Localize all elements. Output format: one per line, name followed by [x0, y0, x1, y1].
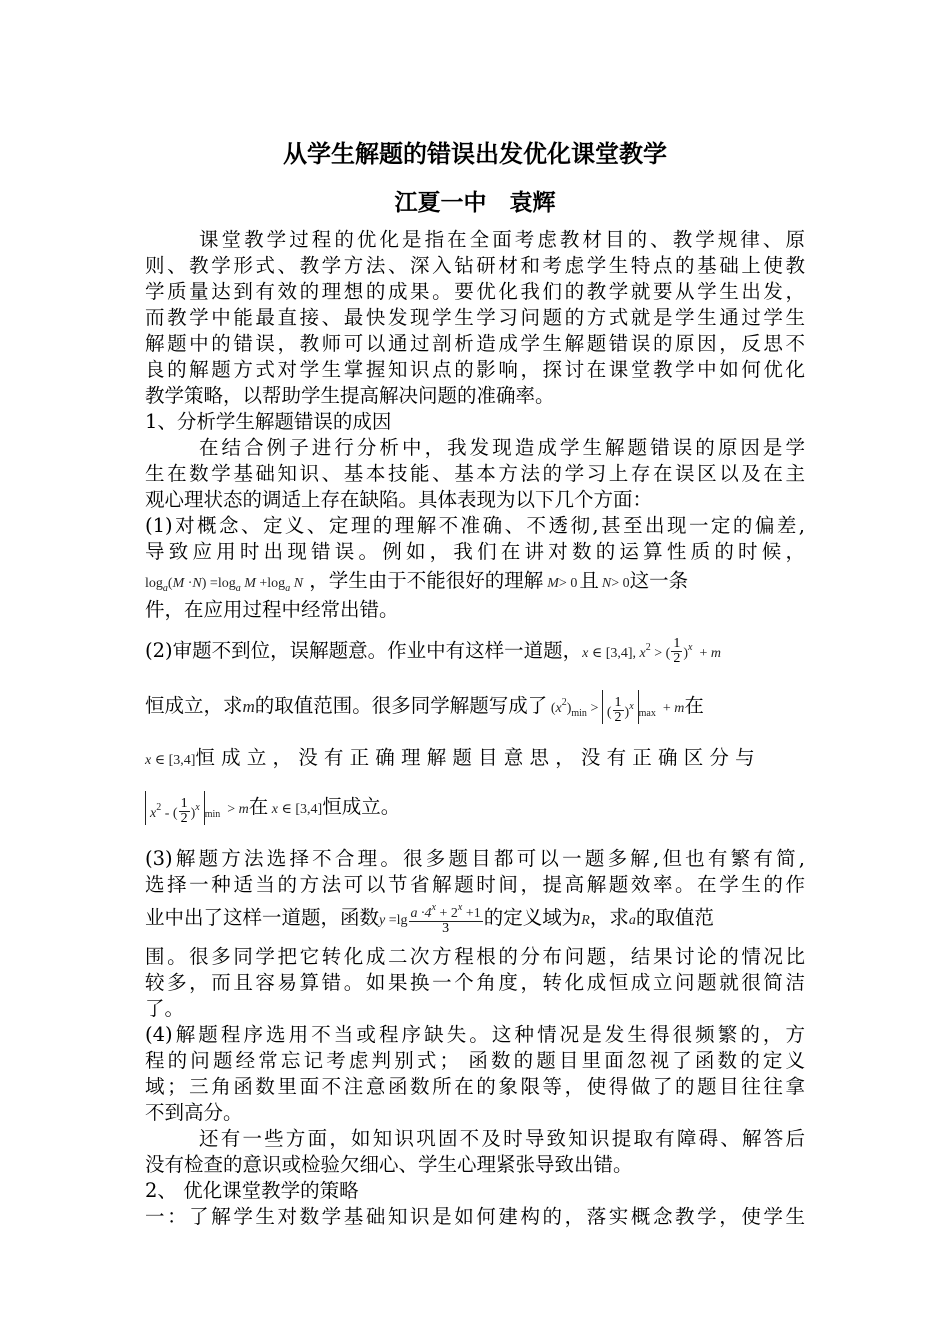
item2-line-4: $x^2$ - ( $\frac{1}{2}$ )$^x_{min}$ > m在 x ∈ [3,4]恒成立。 — [145, 784, 805, 830]
intro-line-3: 学质量达到有效的理想的成果。要优化我们的教学就要从学生出发， — [145, 280, 805, 303]
item4-line-4: 不到高分。 — [145, 1101, 243, 1124]
section2-line-1: 一：了解学生对数学基础知识是如何建构的，落实概念教学，使学生 — [145, 1205, 805, 1228]
author-line: 江夏一中 袁辉 — [394, 190, 556, 216]
section2-heading: 2、 优化课堂教学的策略 — [145, 1179, 359, 1202]
section1-line-3: 观心理状态的调适上存在缺陷。具体表现为以下几个方面： — [145, 488, 653, 511]
item3-line-6: 了。 — [145, 997, 185, 1020]
item1-formula-line: $\log_a(M \cdot N) =\log_a$ $M +\log_a$ N ，学生由于不能很好的理解 M> 0 且 N> 0这一条 — [145, 569, 689, 594]
section1-line-1: 在结合例子进行分析中，我发现造成学生解题错误的原因是学 — [199, 436, 805, 459]
section1-line-2: 生在数学基础知识、基本技能、基本方法的学习上存在误区以及在主 — [145, 462, 805, 485]
item4-line-1: (4)解题程序选用不当或程序缺失。这种情况是发生得很频繁的，方 — [145, 1023, 805, 1046]
item4-line-3: 域；三角函数里面不注意函数所在的象限等，使得做了的题目往往拿 — [145, 1075, 805, 1098]
intro-line-4: 而教学中能最直接、最快发现学生学习问题的方式就是学生通过学生 — [145, 306, 805, 329]
item1-line-4: 件，在应用过程中经常出错。 — [145, 598, 399, 621]
item3-line-2: 选择一种适当的方法可以节省解题时间，提高解题效率。在学生的作 — [145, 873, 805, 896]
item2-line-2: 恒成立，求m的取值范围。很多同学解题写成了 $(x^2)_{min}$ > ( $\frac{1}{2}$ )$^x_{max}$ + m在 — [145, 680, 805, 726]
item3-line-5: 较多，而且容易算错。如果换一个角度，转化成恒成立问题就很简洁 — [145, 971, 805, 994]
item4-line-2: 程的问题经常忘记考虑判别式； 函数的题目里面忽视了函数的定义 — [145, 1049, 805, 1072]
extra-line-2: 没有检查的意识或检验欠细心、学生心理紧张导致出错。 — [145, 1153, 633, 1176]
extra-line-1: 还有一些方面，如知识巩固不及时导致知识提取有障碍、解答后 — [199, 1127, 805, 1150]
item1-line-1: (1)对概念、定义、定理的理解不准确、不透彻,甚至出现一定的偏差, — [145, 514, 805, 537]
item3-line-3: 业中出了这样一道题，函数y =lg $\frac{a \cdot 4^x + 2^x +1}{3}$ 的定义域为R，求a的取值范 — [145, 902, 714, 936]
intro-line-7: 教学策略，以帮助学生提高解决问题的准确率。 — [145, 384, 555, 407]
intro-line-1: 课堂教学过程的优化是指在全面考虑教材目的、教学规律、原 — [199, 228, 805, 251]
item1-line-2: 导致应用时出现错误。例如，我们在讲对数的运算性质的时候， — [145, 540, 805, 563]
intro-line-2: 则、教学形式、教学方法、深入钻研材和考虑学生特点的基础上使教 — [145, 254, 805, 277]
section1-heading: 1、分析学生解题错误的成因 — [145, 410, 392, 433]
log-formula: $\log_a(M \cdot N) =\log_a$ $M +\log_a$ N — [145, 576, 304, 594]
document-title: 从学生解题的错误出发优化课堂教学 — [283, 140, 667, 168]
item3-line-1: (3)解题方法选择不合理。很多题目都可以一题多解,但也有繁有简, — [145, 847, 805, 870]
item2-line-1: (2)审题不到位，误解题意。作业中有这样一道题，x ∈ [3,4], $x^2$ > ( $\frac{1}{2}$ )$^x$ + m — [145, 636, 721, 666]
intro-line-6: 良的解题方式对学生掌握知识点的影响，探讨在课堂教学中如何优化 — [145, 358, 805, 381]
item3-line-4: 围。很多同学把它转化成二次方程根的分布问题，结果讨论的情况比 — [145, 945, 805, 968]
item2-line-3: x ∈ [3,4]恒 成 立 ， 没 有 正 确 理 解 题 目 意 思 ， 没 有 正 确 区 分 与 — [145, 746, 755, 769]
intro-line-5: 解题中的错误，教师可以通过剖析造成学生解题错误的原因，反思不 — [145, 332, 805, 355]
